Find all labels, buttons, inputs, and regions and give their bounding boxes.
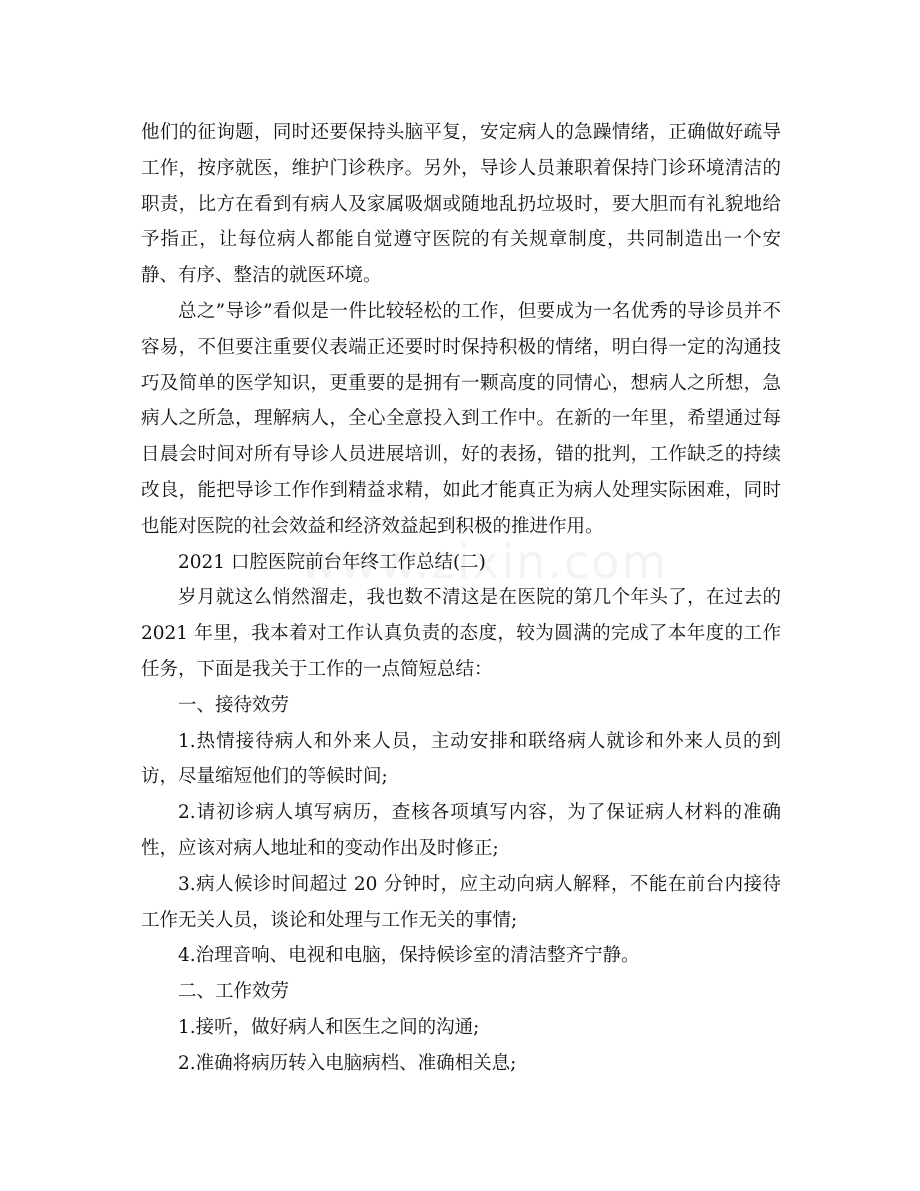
list-item: 3.病人候诊时间超过 20 分钟时，应主动向病人解释，不能在前台内接待工作无关人员，谈论和处理与工作无关的事情; <box>141 873 781 931</box>
list-item: 2.请初诊病人填写病历，查核各项填写内容，为了保证病人材料的准确性，应该对病人地址和的变动作出及时修正; <box>141 802 781 859</box>
paragraph-intro: 岁月就这么悄然溜走，我也数不清这是在医院的第几个年头了，在过去的 2021 年里，我本着对工作认真负责的态度，较为圆满的完成了本年度的工作任务，下面是我关于工作的一点简短总结： <box>141 587 781 680</box>
paragraph-conclusion: 总之”导诊”看似是一件比较轻松的工作，但要成为一名优秀的导诊员并不容易，不但要注重要仪表端正还要时时保持积极的情绪，明白得一定的沟通技巧及简单的医学知识，更重要的是拥有一颗高度的同情心，想病人之所想，急病人之所急，理解病人，全心全意投入到工作中。在新的一年里，希望通过每日晨会时间对所有导诊人员进展培训，好的表扬，错的批判，工作缺乏的持续改良，能把导诊工作作到精益求精，如此才能真正为病人处理实际困难，同时也能对医院的社会效益和经济效益起到积极的推进作用。 <box>141 300 781 537</box>
list-item: 4.治理音响、电视和电脑，保持候诊室的清洁整齐宁静。 <box>178 945 640 967</box>
document-body <box>141 115 781 1082</box>
list-item: 1.接听，做好病人和医生之间的沟通; <box>178 1016 480 1038</box>
heading-work-service: 二、工作效劳 <box>178 981 290 1003</box>
section-title: 2021 口腔医院前台年终工作总结(二) <box>178 551 486 573</box>
heading-reception-service: 一、接待效劳 <box>178 694 290 716</box>
paragraph-continuation: 他们的征询题，同时还要保持头脑平复，安定病人的急躁情绪，正确做好疏导工作，按序就医，维护门诊秩序。另外，导诊人员兼职着保持门诊环境清洁的职责，比方在看到有病人及家属吸烟或随地乱扔垃圾时，要大胆而有礼貌地给予指正，让每位病人都能自觉遵守医院的有关规章制度，共同制造出一个安静、有序、整洁的就医环境。 <box>141 122 781 287</box>
list-item: 2.准确将病历转入电脑病档、准确相关息; <box>178 1052 517 1074</box>
list-item: 1.热情接待病人和外来人员，主动安排和联络病人就诊和外来人员的到访，尽量缩短他们的等候时间; <box>141 730 781 788</box>
